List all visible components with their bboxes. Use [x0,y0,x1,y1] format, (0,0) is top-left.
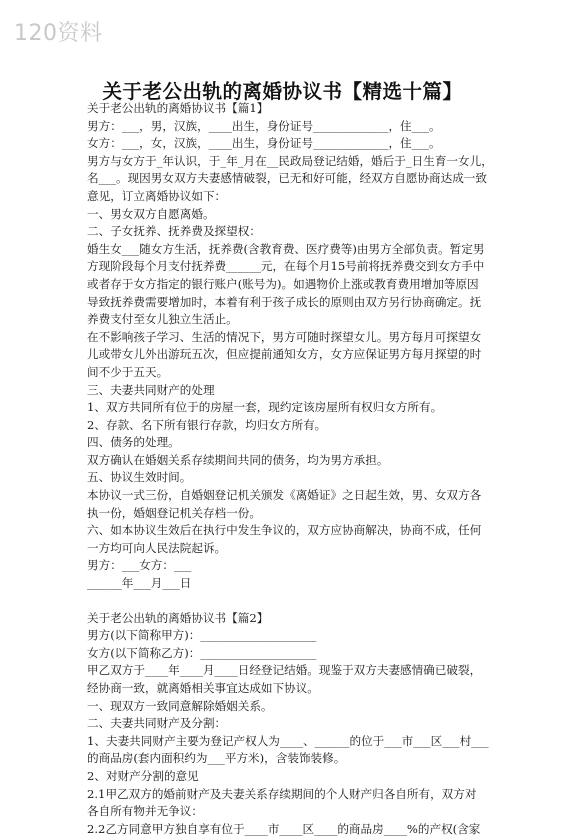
text-line: 本协议一式三份，自婚姻登记机关颁发《离婚证》之日起生效，男、女双方各 [87,488,482,503]
watermark-logo: 120资料 [14,21,103,46]
paragraph-gap [87,593,497,610]
text-line: 经协商一致，就离婚相关事宜达成如下协议。 [87,681,319,695]
text-line: 一方均可向人民法院起诉。 [87,540,227,555]
text-line: 女方(以下简称乙方)：____________________ [87,645,317,660]
text-line: 一、男女双方自愿离婚。 [87,206,215,221]
text-line: 男方：___女方：___ [87,558,192,573]
document-title: 关于老公出轨的离婚协议书【精选十篇】 [102,80,463,103]
text-line: 男方与女方于_年认识，于_年_月在__民政局登记结婚，婚后于_日生育一女儿， [87,153,493,168]
text-line: 养费支付至女儿独立生活止。 [87,312,238,327]
text-line: 男方：___，男，汉族，____出生，身份证号_____________，住___。 [87,118,441,133]
text-line: 儿或带女儿外出游玩五次，但应提前通知女方，女方应保证男方每月探望的时 [87,347,482,362]
text-line: 一、现双方一致同意解除婚姻关系。 [87,698,273,713]
text-line: 婚生女___随女方生活，抚养费(含教育费、医疗费等)由男方全部负责。暂定男 [87,241,485,256]
text-line: 三、夫妻共同财产的处理 [87,382,215,397]
text-line: 执一份，婚姻登记机关存档一份。 [87,505,261,520]
text-line: 二、夫妻共同财产及分割： [87,716,227,731]
text-line: 关于老公出轨的离婚协议书【篇1】 [87,101,269,115]
text-line: 关于老公出轨的离婚协议书【篇2】 [87,610,269,625]
text-line: 2、存款、名下所有银行存款，均归女方所有。 [87,417,327,432]
text-line: 各自所有物并无争议： [87,804,203,819]
text-line: 或者存于女方指定的银行账户(账号为)。如遇物价上涨或教育费用增加等原因 [87,276,479,291]
text-line: 2.1甲乙双方的婚前财产及夫妻关系存续期间的个人财产归各自所有，双方对 [87,786,477,801]
text-line: ______年___月___日 [87,576,192,591]
text-line: 甲乙双方于____年____月____日经登记结婚。现鉴于双方夫妻感情确已破裂， [87,663,482,678]
text-line: 四、债务的处理。 [87,435,180,450]
text-line: 在不影响孩子学习、生活的情况下，男方可随时探望女儿。男方每月可探望女 [87,329,482,344]
text-line: 五、协议生效时间。 [87,470,192,485]
text-line: 女方：___，女，汉族，____出生，身份证号_____________，住___。 [87,136,441,151]
text-line: 六、如本协议生效后在执行中发生争议的，双方应协商解决，协商不成，任何 [87,523,482,538]
text-line: 2.2乙方同意甲方独自享有位于____市____区____的商品房____%的产权(含家 [87,821,481,836]
document-body [87,100,497,838]
text-line: 方现阶段每个月支付抚养费______元，在每个月15号前将抚养费交到女方手中 [87,259,485,274]
text-line: 的商品房(套内面积约为___平方米)，含装饰装修。 [87,751,346,766]
text-line: 1、夫妻共同财产主要为登记产权人为____、______的位于___市___区___村___ [87,733,489,748]
text-line: 名___。现因男女双方夫妻感情破裂，已无和好可能，经双方自愿协商达成一致 [87,171,487,186]
text-line: 间不少于五天。 [87,364,169,379]
text-line: 2、对财产分割的意见 [87,768,199,783]
text-line: 1、双方共同所有位于的房屋一套，现约定该房屋所有权归女方所有。 [87,400,443,415]
text-line: 二、子女抚养、抚养费及探望权： [87,224,261,239]
text-line: 男方(以下简称甲方)：____________________ [87,628,317,643]
text-line: 导致抚养费需要增加时，本着有利于孩子成长的原则由双方另行协商确定。抚 [87,294,482,309]
text-line: 意见，订立离婚协议如下： [87,188,227,203]
text-line: 双方确认在婚姻关系存续期间共同的债务，均为男方承担。 [87,452,389,467]
